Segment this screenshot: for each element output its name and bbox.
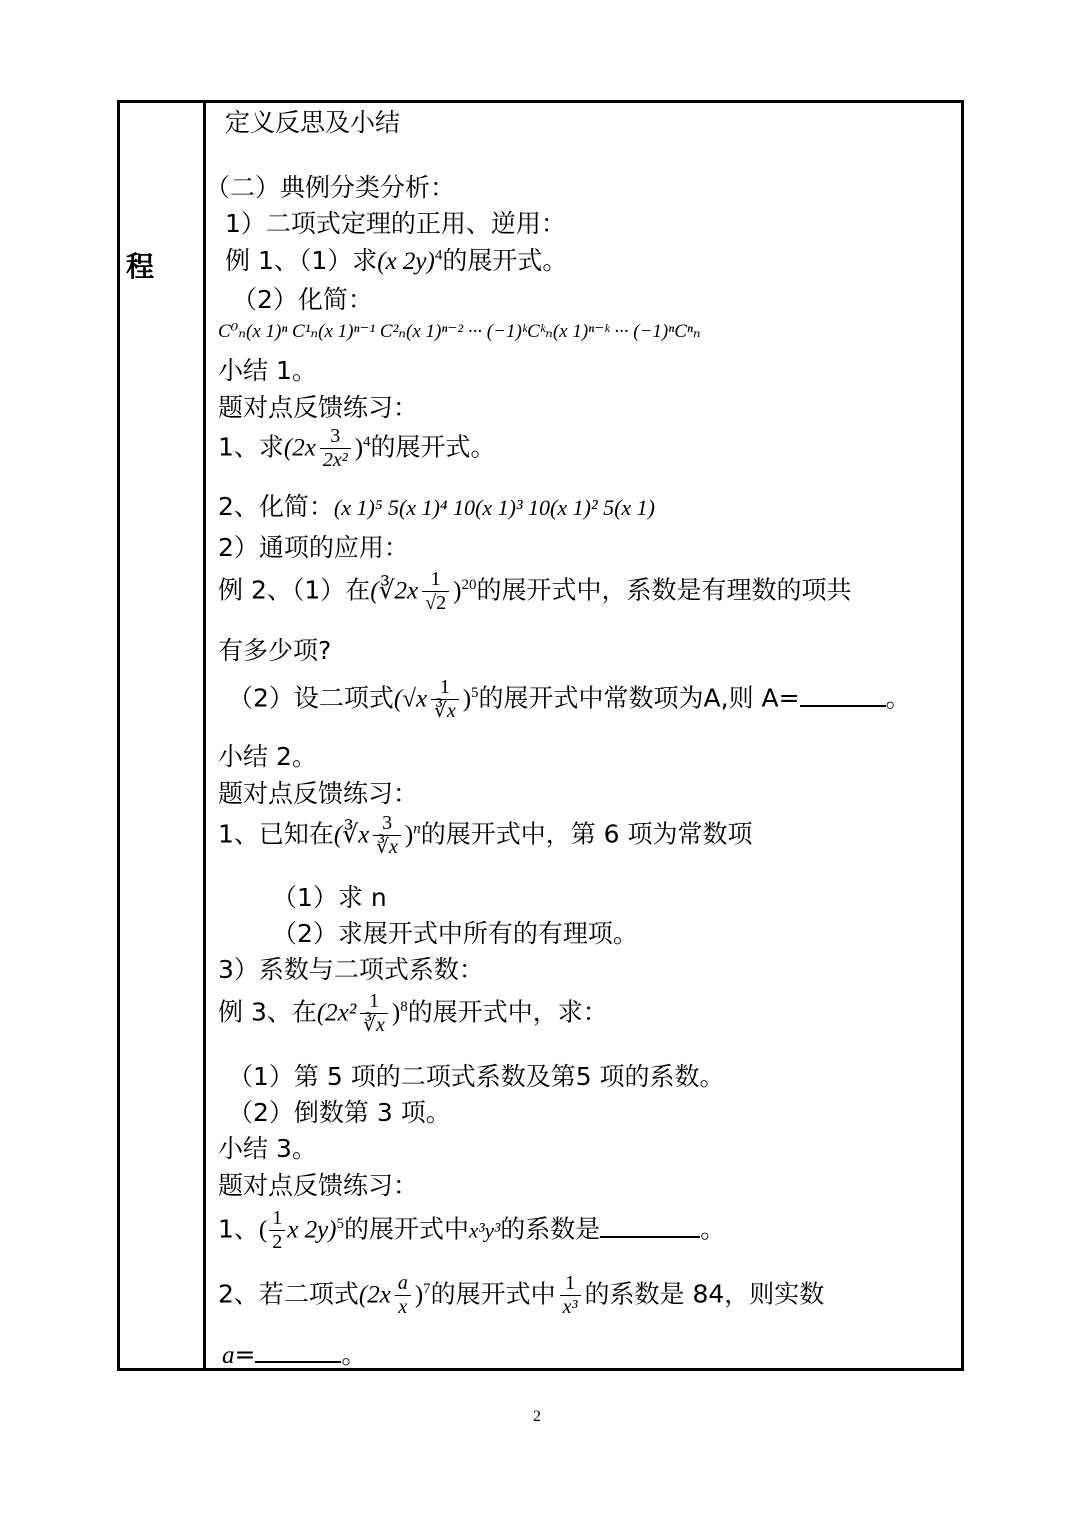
fraction-numerator: 1 [422, 568, 449, 592]
subsection-heading: （二）典例分类分析： [205, 173, 456, 202]
fraction-numerator: 1 [269, 1207, 285, 1231]
example-3-part-1: （1）第 5 项的二项式系数及第5 项的系数。 [228, 1062, 725, 1091]
practice-2-sub-1: （1）求 n [272, 883, 387, 912]
answer-blank[interactable] [600, 1236, 700, 1238]
practice-2-item-1 [218, 812, 753, 859]
text: 2、若二项式 [218, 1279, 359, 1309]
fraction-numerator: 1 [560, 1272, 581, 1296]
math-expression: ) [404, 821, 414, 849]
example-2-part-2 [228, 676, 911, 723]
exponent: 8 [400, 999, 408, 1016]
math-expression: ) [391, 999, 401, 1027]
exponent: 4 [363, 434, 371, 451]
math-expression: ) [414, 1281, 424, 1309]
summary-1: 小结 1。 [218, 356, 317, 385]
math-expression: (∛x [333, 821, 370, 849]
fraction-numerator: a [395, 1272, 411, 1296]
text: 的展开式中 [344, 1214, 470, 1244]
exponent: 7 [423, 1281, 431, 1298]
text: 。 [700, 1214, 726, 1244]
fraction [373, 812, 401, 859]
fraction-numerator: 3 [373, 812, 401, 836]
fraction-denominator: x [398, 1296, 408, 1318]
text: 例 3、在 [218, 997, 317, 1027]
math-expression: (2x [283, 434, 316, 462]
summary-2: 小结 2。 [218, 742, 317, 771]
math-expression: (2x² [316, 999, 357, 1027]
example-1-part-1 [225, 248, 567, 274]
math-expression: (2x [358, 1281, 391, 1309]
section-heading: 定义反思及小结 [225, 108, 401, 137]
text: 的系数是 [500, 1214, 601, 1244]
exponent: 5 [336, 1216, 345, 1233]
exponent: 20 [461, 577, 477, 594]
math-expression: ) [453, 577, 462, 605]
text: 例 2、（1）在 [218, 575, 371, 605]
exponent: 4 [434, 247, 443, 264]
text: 例 1、（1）求 [225, 246, 378, 275]
practice-1-item-1 [218, 425, 496, 472]
fraction-numerator: 1 [360, 990, 388, 1014]
practice-2-sub-2: （2）求展开式中所有的有理项。 [272, 919, 638, 948]
practice-3-item-2-cont [222, 1342, 366, 1368]
fraction [360, 990, 388, 1037]
math-expression: x³y³ [469, 1218, 501, 1243]
math-expression: ) [462, 685, 472, 713]
answer-blank[interactable] [255, 1361, 341, 1363]
fraction-numerator: 3 [320, 425, 351, 449]
fraction [560, 1272, 581, 1319]
text: 2、化简： [218, 492, 334, 521]
simplify-formula: C⁰ₙ(x 1)ⁿ C¹ₙ(x 1)ⁿ⁻¹ C²ₙ(x 1)ⁿ⁻² ··· (−1)ᵏCᵏₙ(x 1)ⁿ⁻ᵏ ··· (−1)ⁿCⁿₙ [218, 321, 701, 342]
example-3-part-2: （2）倒数第 3 项。 [228, 1098, 451, 1127]
math-expression: ) [354, 434, 364, 462]
topic-heading-2: 2）通项的应用： [218, 533, 409, 562]
fraction-denominator: x³ [562, 1296, 578, 1318]
fraction-denominator: ∛x [376, 836, 398, 858]
column-divider [203, 100, 206, 1371]
example-2-part-1 [218, 568, 851, 615]
exponent: n [413, 821, 421, 838]
fraction-denominator: ∛x [363, 1014, 385, 1036]
text: 的展开式中常数项为A,则 A= [478, 683, 800, 713]
text: （2）设二项式 [228, 683, 394, 713]
text: 的展开式中 [430, 1279, 556, 1309]
practice-1-item-2 [218, 494, 655, 519]
text: 的展开式。 [442, 246, 568, 275]
math-expression: x 2y) [287, 1216, 337, 1244]
fraction-denominator: 2x² [322, 449, 348, 471]
practice-3-item-2 [218, 1272, 824, 1319]
fraction [320, 425, 351, 472]
left-label-cell: 程 [126, 250, 155, 283]
summary-3: 小结 3。 [218, 1134, 317, 1163]
practice-heading-2: 题对点反馈练习： [218, 779, 419, 808]
text: 的展开式中，第 6 项为常数项 [420, 819, 753, 849]
answer-blank[interactable] [800, 705, 886, 707]
math-variable: a [222, 1342, 235, 1369]
fraction-denominator: √2 [425, 592, 447, 614]
fraction-denominator: 2 [272, 1231, 283, 1253]
fraction [431, 676, 459, 723]
topic-heading-3: 3）系数与二项式系数： [218, 955, 484, 984]
practice-3-item-1 [218, 1207, 725, 1254]
math-expression: (x 1)⁵ 5(x 1)⁴ 10(x 1)³ 10(x 1)² 5(x 1) [333, 495, 655, 520]
math-expression: (√x [393, 685, 428, 713]
fraction [269, 1207, 285, 1254]
topic-heading: 1）二项式定理的正用、逆用： [225, 209, 566, 238]
exponent: 5 [471, 685, 479, 702]
fraction-denominator: ∛x [434, 700, 456, 722]
fraction-numerator: 1 [431, 676, 459, 700]
page-number: 2 [533, 1408, 541, 1425]
text: 的展开式。 [370, 432, 496, 462]
math-expression: (x 2y) [377, 248, 435, 275]
text: 1、已知在 [218, 819, 334, 849]
example-3 [218, 990, 608, 1037]
text: = [234, 1340, 256, 1369]
text: 的展开式中，求： [407, 997, 608, 1027]
text: 1、 [218, 1214, 259, 1244]
practice-heading-1: 题对点反馈练习： [218, 393, 419, 422]
text: 的展开式中，系数是有理数的项共 [476, 575, 852, 605]
text: 1、求 [218, 432, 284, 462]
math-expression: ( [258, 1216, 268, 1244]
text: 。 [885, 683, 911, 713]
math-expression: (∛2x [370, 577, 419, 605]
fraction [422, 568, 449, 615]
example-1-part-2: （2）化简： [232, 285, 373, 314]
fraction [395, 1272, 411, 1319]
text: 的系数是 84，则实数 [584, 1279, 825, 1309]
example-2-part-1-cont: 有多少项? [218, 636, 332, 665]
text: 。 [341, 1340, 367, 1369]
practice-heading-3: 题对点反馈练习： [218, 1171, 419, 1200]
